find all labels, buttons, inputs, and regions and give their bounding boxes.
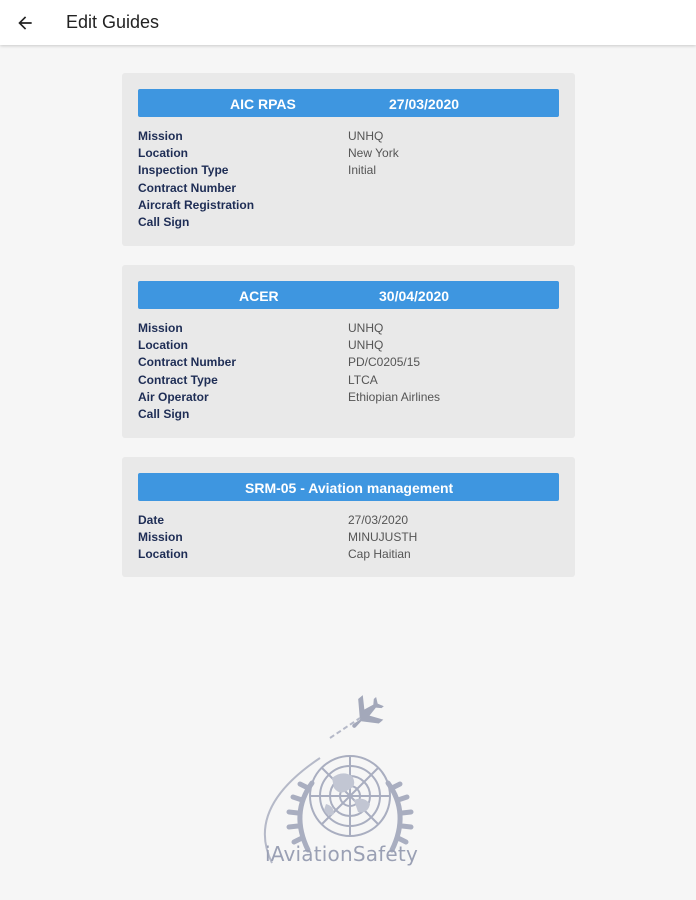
row-label: Inspection Type (138, 163, 229, 178)
card-row (138, 513, 559, 530)
card-row (138, 355, 559, 372)
card-row (138, 163, 559, 180)
row-value: Initial (348, 163, 377, 178)
card-row (138, 146, 559, 163)
card-row (138, 129, 559, 146)
row-label: Date (138, 513, 165, 527)
arrow-back-icon (15, 13, 35, 33)
row-value: New York (348, 146, 399, 161)
card-row (138, 215, 559, 232)
card-header-title: ACER (239, 288, 279, 304)
card-header-date: 27/03/2020 (389, 96, 460, 112)
card-row (138, 547, 559, 564)
guide-card-aic-rpas[interactable] (122, 73, 575, 246)
row-value: MINUJUSTH (348, 530, 418, 545)
row-label: Contract Number (138, 355, 237, 370)
airplane-icon (341, 689, 390, 737)
laurel-right (388, 783, 411, 850)
row-value: LTCA (348, 372, 378, 387)
row-label: Mission (138, 321, 183, 335)
card-header (138, 473, 559, 501)
globe-icon (310, 756, 390, 836)
row-value: UNHQ (348, 321, 384, 335)
row-value: 27/03/2020 (348, 513, 409, 527)
card-row (138, 390, 559, 407)
row-label: Aircraft Registration (138, 197, 255, 212)
card-row (138, 321, 559, 338)
row-value: Cap Haitian (348, 547, 411, 562)
row-label: Location (138, 338, 188, 353)
row-value: UNHQ (348, 129, 384, 143)
card-row (138, 338, 559, 355)
row-label: Call Sign (138, 214, 190, 229)
app-bar (0, 0, 696, 45)
card-header-title: AIC RPAS (230, 96, 296, 112)
card-row (138, 181, 559, 198)
row-value: PD/C0205/15 (348, 355, 421, 370)
card-row (138, 530, 559, 547)
row-value: UNHQ (348, 338, 384, 353)
row-label: Air Operator (138, 389, 209, 404)
logo-wordmark: iAviationSafety (265, 842, 418, 866)
row-label: Location (138, 547, 188, 562)
laurel-left (289, 783, 312, 850)
card-row (138, 373, 559, 390)
row-label: Contract Number (138, 180, 237, 195)
row-label: Contract Type (138, 372, 218, 387)
page-title: Edit Guides (66, 12, 160, 32)
guide-card-acer[interactable] (122, 265, 575, 438)
card-header (138, 281, 559, 309)
card-row (138, 407, 559, 424)
card-row (138, 198, 559, 215)
guide-card-srm-05[interactable] (122, 457, 575, 577)
row-value: Ethiopian Airlines (348, 389, 441, 404)
back-button[interactable] (0, 0, 50, 45)
row-label: Call Sign (138, 406, 190, 421)
row-label: Location (138, 146, 188, 161)
card-header (138, 89, 559, 117)
card-header-title: SRM-05 - Aviation management (245, 480, 454, 496)
row-label: Mission (138, 129, 183, 143)
row-label: Mission (138, 530, 183, 545)
card-header-date: 30/04/2020 (379, 288, 450, 304)
flight-trail (330, 718, 360, 738)
